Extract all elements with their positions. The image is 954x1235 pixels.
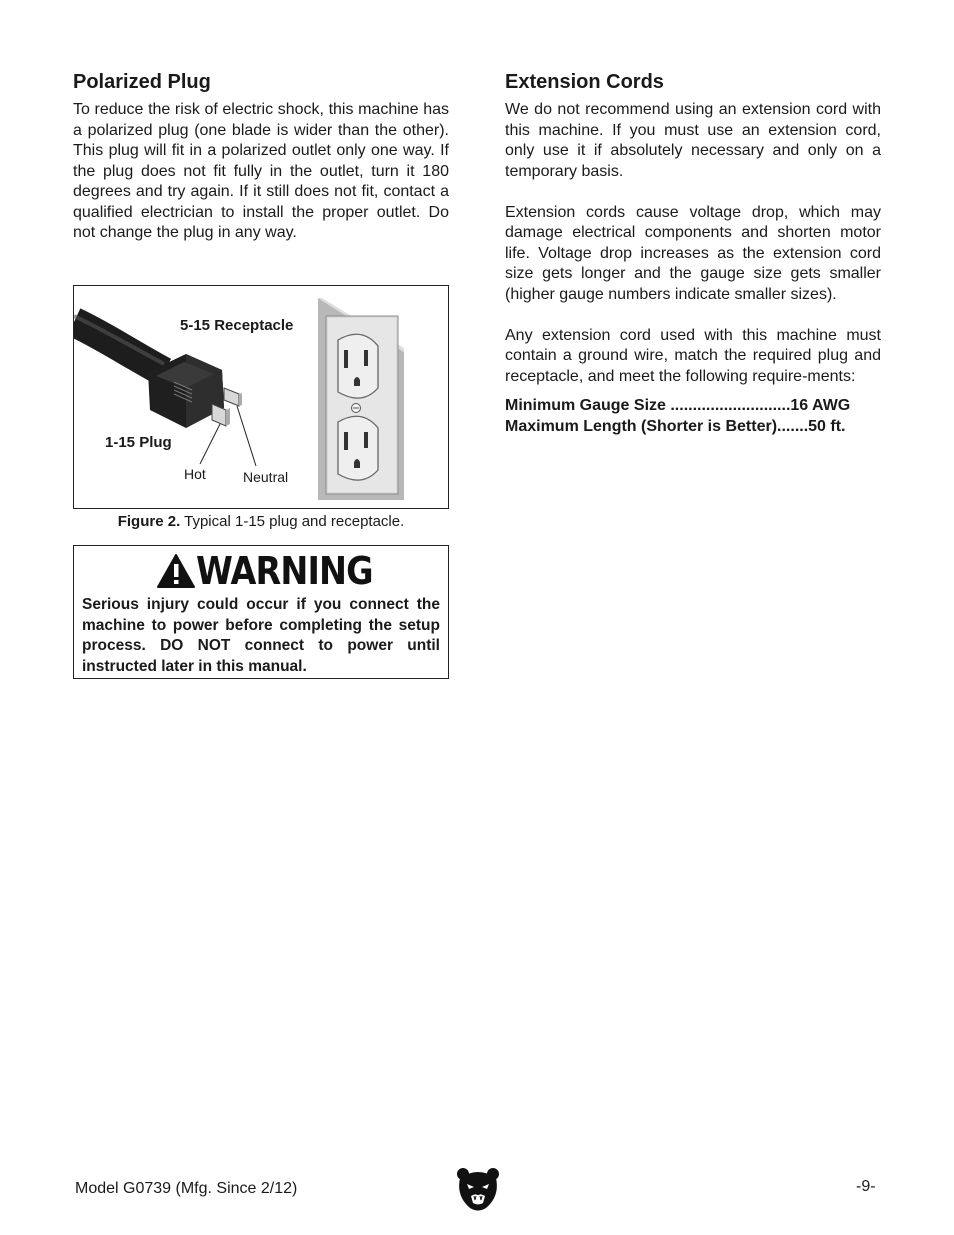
bear-logo-icon	[456, 1166, 500, 1212]
spec-max-length: Maximum Length (Shorter is Better).......50 ft.	[505, 418, 846, 435]
extension-paragraph-2: Extension cords cause voltage drop, which may damage electrical components and shorten motor life. Voltage drop increases as the extension cord size gets longer and the gauge size gets smaller (higher gauge numbers indicate smaller sizes).	[505, 203, 881, 303]
neutral-label: Neutral	[243, 469, 289, 485]
warning-header	[156, 550, 397, 592]
warning-text: Serious injury could occur if you connect the machine to power before completing the setup process. DO NOT connect to power until instructed later in this manual.	[82, 596, 440, 675]
warning-box	[73, 545, 449, 679]
polarized-plug-paragraph: To reduce the risk of electric shock, this machine has a polarized plug (one blade is wider than the other). This plug will fit in a polarized outlet only one way. If the plug does not fit fully in the outlet, turn it 180 degrees and try again. If it still does not fit, contact a qualified electrician to install the proper outlet. Do not change the plug in any way.	[73, 101, 449, 241]
extension-specs	[505, 395, 881, 437]
extension-paragraph-1: We do not recommend using an extension cord with this machine. If you must use an extension cord, only use it if absolutely necessary and only on a temporary basis.	[505, 101, 881, 180]
figure-caption-number: Figure 2.	[117, 513, 181, 530]
receptacle-label: 5-15 Receptacle	[180, 317, 294, 334]
plug-label: 1-15 Plug	[105, 434, 172, 451]
figure-plug-receptacle	[73, 285, 449, 509]
warning-triangle-icon	[156, 553, 196, 589]
polarized-plug-heading: Polarized Plug	[73, 71, 211, 93]
extension-cords-heading: Extension Cords	[505, 71, 664, 93]
figure-caption-text: Typical 1-15 plug and receptacle.	[180, 513, 405, 530]
extension-paragraph-3: Any extension cord used with this machine must contain a ground wire, match the required plug and receptacle, and meet the following require-ments:	[505, 326, 881, 385]
footer-model: Model G0739 (Mfg. Since 2/12)	[75, 1180, 298, 1197]
footer-page-number: -9-	[856, 1178, 876, 1195]
warning-title: WARNING	[196, 549, 373, 593]
figure-caption	[73, 512, 449, 532]
hot-label: Hot	[184, 466, 206, 482]
right-column	[505, 68, 881, 437]
left-column	[73, 68, 449, 244]
spec-min-gauge: Minimum Gauge Size ...........................16 AWG	[505, 397, 851, 414]
